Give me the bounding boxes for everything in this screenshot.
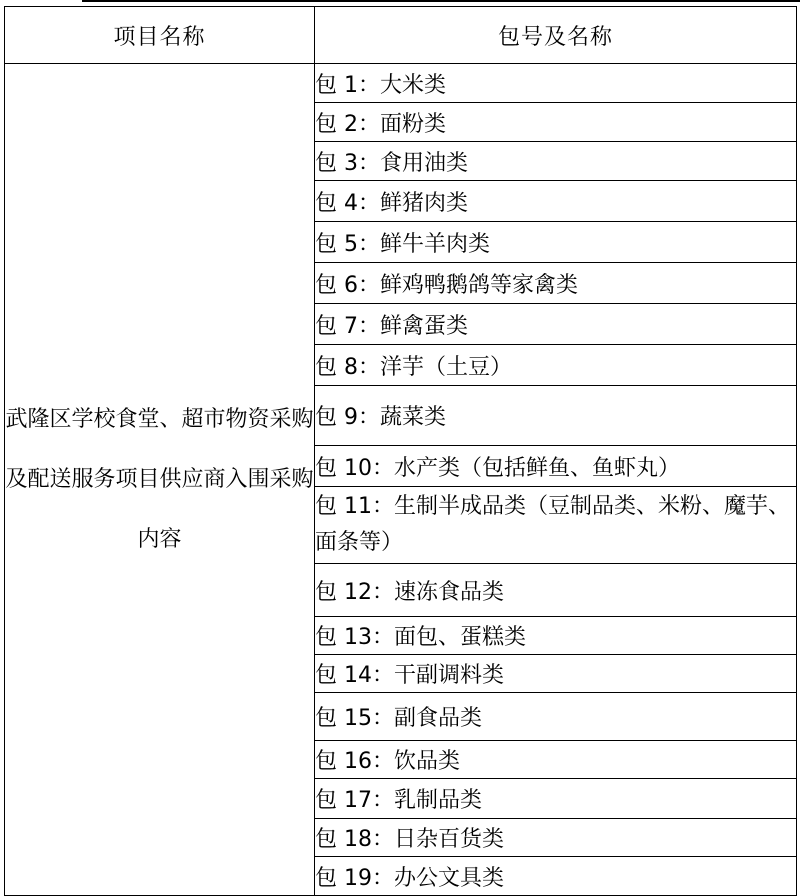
top-rule	[82, 0, 800, 2]
package-cell-18: 包 18：日杂百货类	[315, 819, 797, 857]
header-project-name: 项目名称	[5, 7, 315, 64]
project-name-cell: 武隆区学校食堂、超市物资采购及配送服务项目供应商入围采购内容	[5, 64, 315, 896]
package-cell-12: 包 12：速冻食品类	[315, 564, 797, 617]
header-package-name: 包号及名称	[315, 7, 797, 64]
package-cell-11: 包 11：生制半成品类（豆制品类、米粉、魔芋、面条等）	[315, 487, 797, 564]
package-cell-8: 包 8：洋芋（土豆）	[315, 345, 797, 386]
package-cell-19: 包 19：办公文具类	[315, 857, 797, 896]
package-cell-2: 包 2：面粉类	[315, 103, 797, 142]
package-cell-15: 包 15：副食品类	[315, 693, 797, 741]
package-cell-16: 包 16：饮品类	[315, 741, 797, 779]
package-cell-14: 包 14：干副调料类	[315, 655, 797, 693]
package-cell-17: 包 17：乳制品类	[315, 779, 797, 819]
package-cell-1: 包 1：大米类	[315, 64, 797, 103]
package-cell-7: 包 7：鲜禽蛋类	[315, 304, 797, 345]
package-cell-4: 包 4：鲜猪肉类	[315, 181, 797, 222]
procurement-table	[4, 6, 797, 896]
package-cell-6: 包 6：鲜鸡鸭鹅鸽等家禽类	[315, 263, 797, 304]
package-cell-5: 包 5：鲜牛羊肉类	[315, 222, 797, 263]
package-cell-10: 包 10：水产类（包括鲜鱼、鱼虾丸）	[315, 446, 797, 487]
package-cell-13: 包 13：面包、蛋糕类	[315, 617, 797, 655]
package-cell-9: 包 9：蔬菜类	[315, 386, 797, 446]
header-row	[5, 7, 797, 64]
package-cell-3: 包 3：食用油类	[315, 142, 797, 181]
table-row	[5, 64, 797, 103]
